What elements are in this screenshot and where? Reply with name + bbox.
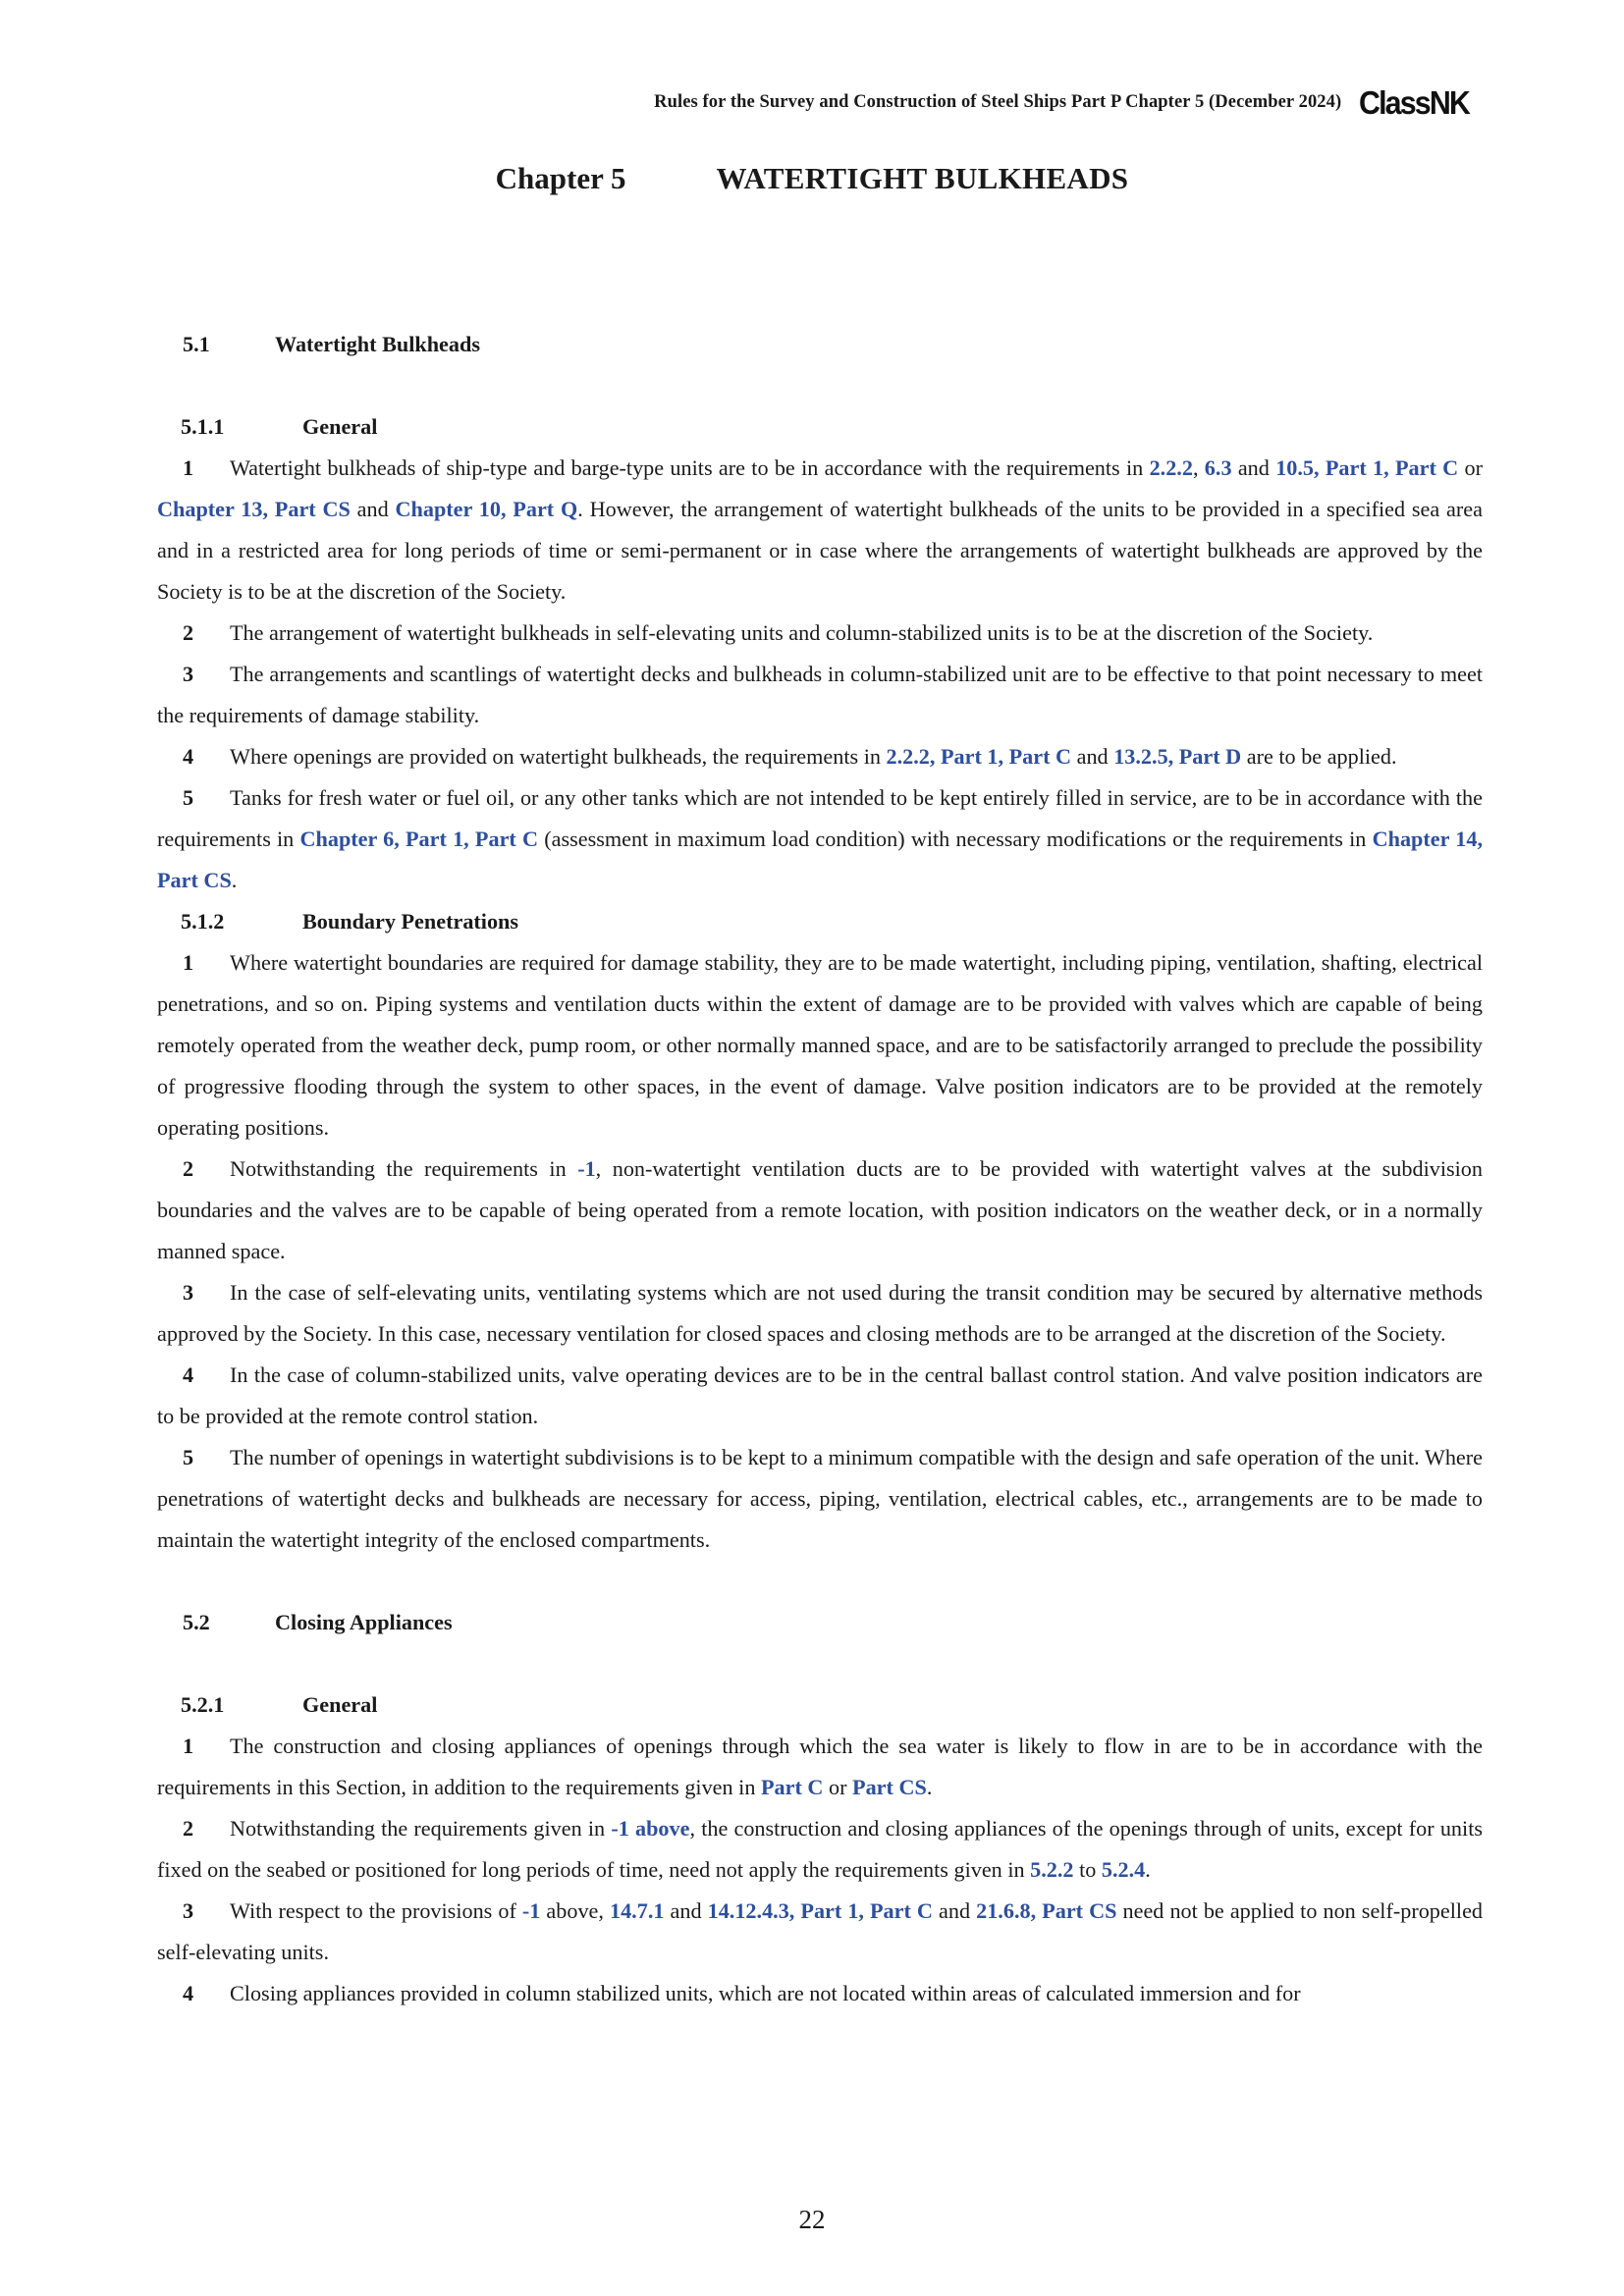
body-content <box>157 324 1483 2014</box>
paragraph-5-1-1-1: 1 Watertight bulkheads of ship-type and barge-type units are to be in accordance with the requirements in 2.2.2, 6.3 and 10.5, Part 1, Part C or Chapter 13, Part CS and Chapter 10, Part Q. However, the arrangement of watertight bulkheads of the units to be provided in a specified sea area and in a restricted area for long periods of time or semi-permanent or in case where the arrangements of watertight bulkheads are approved by the Society is to be at the discretion of the Society. <box>157 455 1484 604</box>
paragraph-5-1-1-4: 4 Where openings are provided on watertight bulkheads, the requirements in 2.2.2, Part 1, Part C and 13.2.5, Part D are to be applied. <box>183 744 1397 769</box>
chapter-number: Chapter 5 <box>495 161 626 195</box>
ref-link[interactable]: 6.3 <box>1204 455 1232 480</box>
paragraph-5-1-1-5: 5 Tanks for fresh water or fuel oil, or any other tanks which are not intended to be kept entirely filled in service, are to be in accordance with the requirements in Chapter 6, Part 1, Part C (assessment in maximum load condition) with necessary modifications or the requirements in Chapter 14, Part CS. <box>157 785 1483 892</box>
paragraph-5-1-1-2: 2 The arrangement of watertight bulkheads in self-elevating units and column-stabilized units is to be at the discretion of the Society. <box>183 620 1374 645</box>
ref-link[interactable]: 10.5, Part 1, Part C <box>1275 455 1459 480</box>
paragraph-5-2-1-1: 1 The construction and closing appliances of openings through which the sea water is likely to flow in are to be in accordance with the requirements in this Section, in addition to the requirements given in Part C or Part CS. <box>157 1734 1483 1799</box>
ref-link[interactable]: -1 <box>521 1898 541 1923</box>
paragraph-5-1-2-3: 3 In the case of self-elevating units, ventilating systems which are not used during the transit condition may be secured by alternative methods approved by the Society. In this case, necessary ventilation for closed spaces and closing methods are to be arranged at the discretion of the Society. <box>157 1280 1483 1346</box>
ref-link[interactable]: Chapter 10, Part Q <box>395 497 578 521</box>
ref-link[interactable]: -1 <box>577 1156 596 1181</box>
ref-link[interactable]: Part CS <box>852 1775 927 1799</box>
chapter-name: WATERTIGHT BULKHEADS <box>716 161 1129 195</box>
ref-link[interactable]: 14.7.1 <box>609 1898 665 1923</box>
page-number: 22 <box>798 2205 826 2234</box>
running-title: Rules for the Survey and Construction of Steel Ships Part P Chapter 5 (December 2024) <box>654 91 1342 112</box>
section-heading-5-1: 5.1 Watertight Bulkheads <box>183 332 480 356</box>
paragraph-5-1-2-1: 1 Where watertight boundaries are required for damage stability, they are to be made watertight, including piping, ventilation, shafting, electrical penetrations, and so on. Piping systems and ventilation ducts within the extent of damage are to be provided with valves which are capable of being remotely operated from the weather deck, pump room, or other normally manned space, and are to be satisfactorily arranged to preclude the possibility of progressive flooding through the system to other spaces, in the event of damage. Valve position indicators are to be provided at the remotely operating positions. <box>157 950 1483 1140</box>
paragraph-5-2-1-2: 2 Notwithstanding the requirements given in -1 above, the construction and closing appliances of the openings through of units, except for units fixed on the seabed or positioned for long periods of time, need not apply the requirements given in 5.2.2 to 5.2.4. <box>157 1816 1483 1882</box>
ref-link[interactable]: 2.2.2, Part 1, Part C <box>886 744 1072 769</box>
paragraph-5-2-1-3: 3 With respect to the provisions of -1 above, 14.7.1 and 14.12.4.3, Part 1, Part C and 21.6.8, Part CS need not be applied to non self-propelled self-elevating units. <box>157 1898 1484 1964</box>
classnk-logo: ClassNK <box>1359 83 1470 121</box>
ref-link[interactable]: Chapter 14, Part CS <box>157 827 1483 892</box>
section-heading-5-2: 5.2 Closing Appliances <box>183 1610 453 1634</box>
ref-link[interactable]: 5.2.4 <box>1101 1857 1146 1882</box>
paragraph-5-1-2-2: 2 Notwithstanding the requirements in -1, non-watertight ventilation ducts are to be provided with watertight valves at the subdivision boundaries and the valves are to be capable of being operated from a remote location, with position indicators on the weather deck, or in a normally manned space. <box>157 1156 1483 1263</box>
ref-link[interactable]: 2.2.2 <box>1149 455 1193 480</box>
paragraph-5-1-1-3: 3 The arrangements and scantlings of watertight decks and bulkheads in column-stabilized unit are to be effective to that point necessary to meet the requirements of damage stability. <box>157 662 1483 727</box>
ref-link[interactable]: Part C <box>760 1775 824 1799</box>
ref-link[interactable]: 13.2.5, Part D <box>1113 744 1242 769</box>
ref-link[interactable]: -1 above <box>611 1816 690 1841</box>
ref-link[interactable]: 5.2.2 <box>1030 1857 1074 1882</box>
ref-link[interactable]: 21.6.8, Part CS <box>976 1898 1117 1923</box>
paragraph-5-2-1-4: 4 Closing appliances provided in column stabilized units, which are not located within areas of calculated immersion and for <box>183 1981 1301 2005</box>
running-header <box>654 82 1479 122</box>
subsection-heading-5-1-1: 5.1.1 General <box>181 414 378 439</box>
subsection-heading-5-1-2: 5.1.2 Boundary Penetrations <box>181 909 519 934</box>
ref-link[interactable]: Chapter 13, Part CS <box>157 497 351 521</box>
paragraph-5-1-2-5: 5 The number of openings in watertight subdivisions is to be kept to a minimum compatible with the design and safe operation of the unit. Where penetrations of watertight decks and bulkheads are necessary for access, piping, ventilation, electrical cables, etc., arrangements are to be made to maintain the watertight integrity of the enclosed compartments. <box>157 1445 1483 1552</box>
ref-link[interactable]: Chapter 6, Part 1, Part C <box>299 827 539 851</box>
paragraph-5-1-2-4: 4 In the case of column-stabilized units, valve operating devices are to be in the central ballast control station. And valve position indicators are to be provided at the remote control station. <box>157 1362 1483 1428</box>
ref-link[interactable]: 14.12.4.3, Part 1, Part C <box>707 1898 933 1923</box>
chapter-title <box>0 161 1624 196</box>
subsection-heading-5-2-1: 5.2.1 General <box>181 1692 378 1717</box>
